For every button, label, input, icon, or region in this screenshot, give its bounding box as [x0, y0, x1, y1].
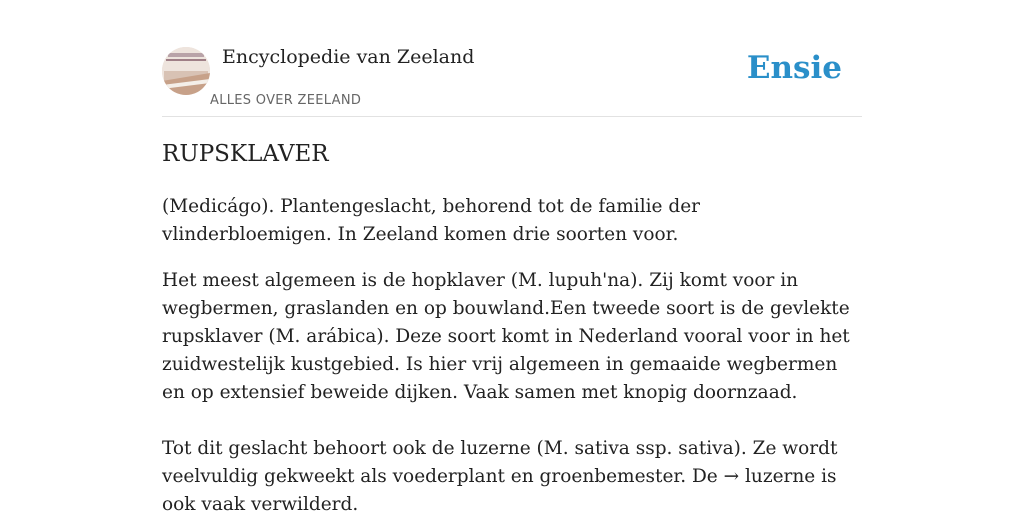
- article-paragraph: (Medicágo). Plantengeslacht, behorend tot de familie der vlinderbloemigen. In Zeeland komen drie soorten voor.: [162, 196, 700, 245]
- article-paragraph: Tot dit geslacht behoort ook de luzerne (M. sativa ssp. sativa). Ze wordt veelvuldig gekweekt als voederplant en groenbemester. De → luzerne is ook vaak verwilderd.: [162, 438, 838, 515]
- site-avatar[interactable]: [162, 47, 210, 95]
- ensie-logo-link[interactable]: Ensie: [746, 50, 842, 86]
- page-container: [162, 0, 862, 515]
- site-subtitle: ALLES OVER ZEELAND: [210, 93, 362, 108]
- article-paragraph: Het meest algemeen is de hopklaver (M. lupuh'na). Zij komt voor in wegbermen, graslanden en op bouwland.Een tweede soort is de gevlekte rupsklaver (M. arábica). Deze soort komt in Nederland vooral voor in het zuidwestelijk kustgebied. Is hier vrij algemeen in gemaaide wegbermen en op extensief beweide dijken. Vaak samen met knopig doornzaad.: [162, 270, 850, 403]
- article-title: RUPSKLAVER: [162, 141, 329, 167]
- avatar-image: [162, 47, 210, 95]
- site-title[interactable]: Encyclopedie van Zeeland: [222, 46, 475, 68]
- site-header: [162, 0, 862, 117]
